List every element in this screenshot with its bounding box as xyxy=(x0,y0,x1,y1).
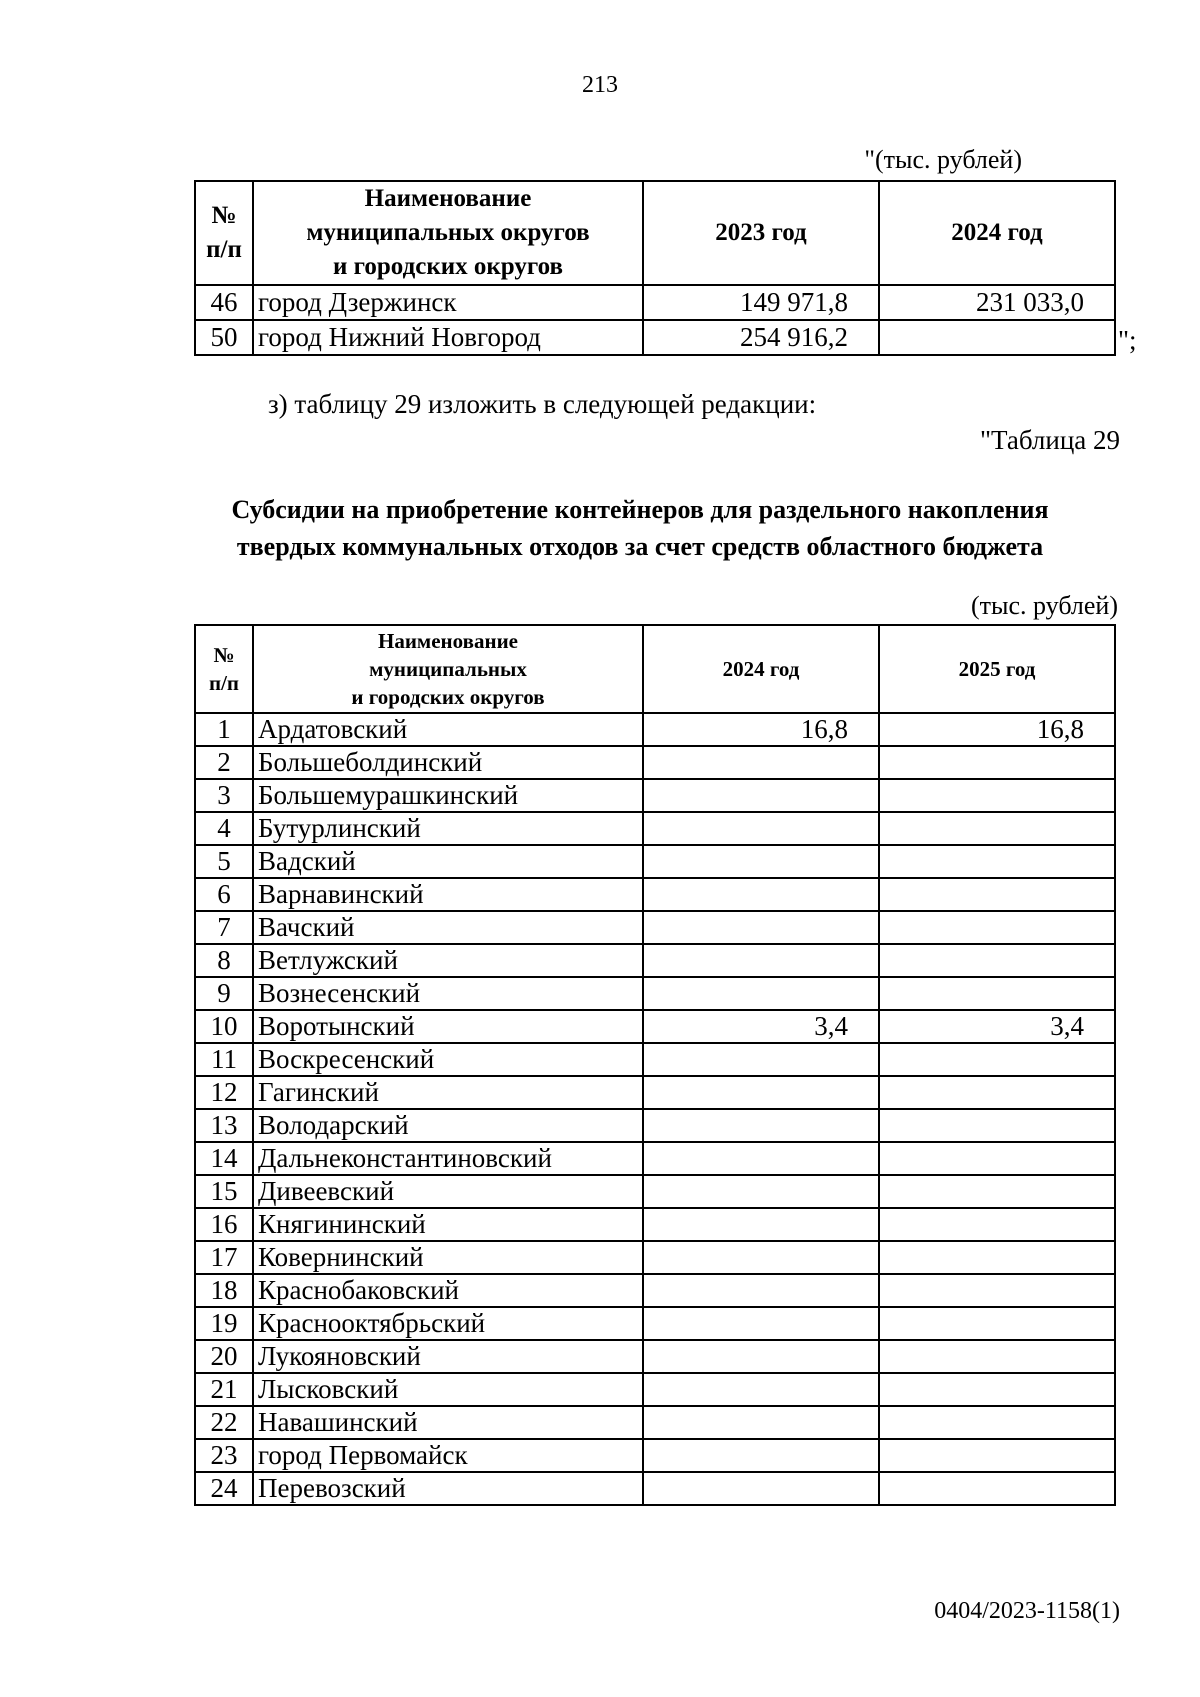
table-title-line: твердых коммунальных отходов за счет средств областного бюджета xyxy=(236,532,1044,561)
row-value-2025 xyxy=(879,977,1115,1010)
row-name: Лысковский xyxy=(253,1373,643,1406)
instruction-text: з) таблицу 29 изложить в следующей редакции: xyxy=(268,389,817,419)
row-value-2025 xyxy=(879,944,1115,977)
table-row xyxy=(195,1043,1115,1076)
row-num: 14 xyxy=(195,1142,253,1175)
row-name: Дальнеконстантиновский xyxy=(253,1142,643,1175)
row-value-2024 xyxy=(643,1307,879,1340)
closing-quote: "; xyxy=(1118,325,1137,355)
row-name: Перевозский xyxy=(253,1472,643,1505)
main-table-body xyxy=(195,713,1115,1505)
table-row xyxy=(195,1472,1115,1505)
row-num: 8 xyxy=(195,944,253,977)
table-row xyxy=(195,977,1115,1010)
row-num: 22 xyxy=(195,1406,253,1439)
row-value-2024 xyxy=(643,1208,879,1241)
table-row xyxy=(195,1010,1115,1043)
row-name: Большемурашкинский xyxy=(253,779,643,812)
row-value-2025 xyxy=(879,1439,1115,1472)
row-name: Воскресенский xyxy=(253,1043,643,1076)
row-name: город Дзержинск xyxy=(253,285,643,320)
row-value-2024 xyxy=(643,1439,879,1472)
row-value-2025 xyxy=(879,1373,1115,1406)
row-name: город Первомайск xyxy=(253,1439,643,1472)
row-value-2025 xyxy=(879,1241,1115,1274)
row-num: 20 xyxy=(195,1340,253,1373)
row-value-2025 xyxy=(879,845,1115,878)
row-name: Ковернинский xyxy=(253,1241,643,1274)
document-code: 0404/2023-1158(1) xyxy=(934,1598,1120,1624)
row-value-2025: 3,4 xyxy=(879,1010,1115,1043)
main-header-num-line: № xyxy=(213,643,235,667)
table-row xyxy=(195,1307,1115,1340)
row-value-2024 xyxy=(643,944,879,977)
prev-table-header-row xyxy=(195,181,1115,285)
row-value-2024 xyxy=(643,1175,879,1208)
row-value-2025 xyxy=(879,1472,1115,1505)
row-value-2024 xyxy=(643,1043,879,1076)
prev-header-year1: 2023 год xyxy=(643,181,879,285)
row-name: Вадский xyxy=(253,845,643,878)
row-num: 17 xyxy=(195,1241,253,1274)
row-value-2025 xyxy=(879,1043,1115,1076)
row-value-2024 xyxy=(643,1109,879,1142)
table-row xyxy=(195,1439,1115,1472)
row-name: Воротынский xyxy=(253,1010,643,1043)
prev-header-num-line: п/п xyxy=(206,236,242,263)
main-header-year1: 2024 год xyxy=(643,625,879,713)
row-value-2024 xyxy=(643,1406,879,1439)
row-num: 19 xyxy=(195,1307,253,1340)
table-row xyxy=(195,812,1115,845)
row-value-2024 xyxy=(643,1142,879,1175)
row-value-2024 xyxy=(643,779,879,812)
row-value-2024 xyxy=(643,1076,879,1109)
row-num: 1 xyxy=(195,713,253,746)
prev-table-unit: "(тыс. рублей) xyxy=(864,145,1022,174)
table-row xyxy=(195,713,1115,746)
table-row xyxy=(195,320,1115,355)
table-row xyxy=(195,1406,1115,1439)
row-num: 18 xyxy=(195,1274,253,1307)
row-name: город Нижний Новгород xyxy=(253,320,643,355)
main-table xyxy=(194,624,1116,1506)
prev-table xyxy=(194,180,1116,356)
row-value-2024 xyxy=(643,845,879,878)
table-label: "Таблица 29 xyxy=(980,425,1120,455)
row-value-2024: 16,8 xyxy=(643,713,879,746)
prev-header-name xyxy=(253,181,643,285)
table-row xyxy=(195,1142,1115,1175)
row-num: 16 xyxy=(195,1208,253,1241)
table-row xyxy=(195,911,1115,944)
table-row xyxy=(195,1241,1115,1274)
row-value-2025 xyxy=(879,779,1115,812)
table-row xyxy=(195,1076,1115,1109)
main-header-num-line: п/п xyxy=(208,671,240,695)
table-title-line: Субсидии на приобретение контейнеров для раздельного накопления xyxy=(231,495,1049,524)
row-value-2024: 3,4 xyxy=(643,1010,879,1043)
table-row xyxy=(195,944,1115,977)
main-table-header-row xyxy=(195,625,1115,713)
table-title xyxy=(140,491,1140,565)
row-num: 12 xyxy=(195,1076,253,1109)
row-num: 15 xyxy=(195,1175,253,1208)
row-name: Ардатовский xyxy=(253,713,643,746)
row-value-2023: 254 916,2 xyxy=(643,320,879,355)
row-name: Большеболдинский xyxy=(253,746,643,779)
row-value-2025 xyxy=(879,746,1115,779)
row-num: 5 xyxy=(195,845,253,878)
main-header-num xyxy=(195,625,253,713)
row-value-2024 xyxy=(643,878,879,911)
row-value-2025 xyxy=(879,812,1115,845)
row-num: 3 xyxy=(195,779,253,812)
table-row xyxy=(195,1175,1115,1208)
table-row xyxy=(195,1340,1115,1373)
row-value-2023: 149 971,8 xyxy=(643,285,879,320)
table-row xyxy=(195,1274,1115,1307)
row-value-2025 xyxy=(879,1175,1115,1208)
row-value-2024 xyxy=(643,1373,879,1406)
table-row xyxy=(195,878,1115,911)
row-num: 7 xyxy=(195,911,253,944)
row-name: Бутурлинский xyxy=(253,812,643,845)
row-value-2024 xyxy=(643,1472,879,1505)
prev-header-name-line: Наименование xyxy=(364,185,532,212)
main-header-name-line: и городских округов xyxy=(351,685,545,709)
row-value-2024 xyxy=(643,812,879,845)
row-value-2024: 231 033,0 xyxy=(879,285,1115,320)
row-num: 50 xyxy=(195,320,253,355)
row-num: 46 xyxy=(195,285,253,320)
row-num: 10 xyxy=(195,1010,253,1043)
row-name: Краснооктябрьский xyxy=(253,1307,643,1340)
row-num: 24 xyxy=(195,1472,253,1505)
row-name: Вознесенский xyxy=(253,977,643,1010)
row-value-2025 xyxy=(879,911,1115,944)
main-header-name-line: Наименование xyxy=(378,629,518,653)
row-value-2025 xyxy=(879,1307,1115,1340)
prev-header-year2: 2024 год xyxy=(879,181,1115,285)
row-name: Вачский xyxy=(253,911,643,944)
row-value-2025: 16,8 xyxy=(879,713,1115,746)
row-value-2024 xyxy=(643,977,879,1010)
table-row xyxy=(195,1373,1115,1406)
row-num: 13 xyxy=(195,1109,253,1142)
main-header-year2: 2025 год xyxy=(879,625,1115,713)
row-value-2025 xyxy=(879,1406,1115,1439)
table-row xyxy=(195,285,1115,320)
page-number: 213 xyxy=(582,72,618,98)
row-name: Володарский xyxy=(253,1109,643,1142)
table-row xyxy=(195,1208,1115,1241)
row-value-2025 xyxy=(879,1142,1115,1175)
row-num: 21 xyxy=(195,1373,253,1406)
row-value-2024 xyxy=(879,320,1115,355)
row-num: 6 xyxy=(195,878,253,911)
row-num: 11 xyxy=(195,1043,253,1076)
table-row xyxy=(195,1109,1115,1142)
row-name: Княгининский xyxy=(253,1208,643,1241)
prev-header-num-line: № xyxy=(211,202,237,229)
row-name: Навашинский xyxy=(253,1406,643,1439)
row-name: Гагинский xyxy=(253,1076,643,1109)
row-value-2024 xyxy=(643,1340,879,1373)
row-value-2025 xyxy=(879,1109,1115,1142)
prev-header-name-line: муниципальных округов xyxy=(306,219,590,246)
row-value-2025 xyxy=(879,1340,1115,1373)
prev-header-name-line: и городских округов xyxy=(333,253,563,280)
row-value-2024 xyxy=(643,1241,879,1274)
prev-header-num xyxy=(195,181,253,285)
row-value-2025 xyxy=(879,1274,1115,1307)
row-value-2025 xyxy=(879,1208,1115,1241)
row-name: Краснобаковский xyxy=(253,1274,643,1307)
row-name: Ветлужский xyxy=(253,944,643,977)
row-num: 9 xyxy=(195,977,253,1010)
main-header-name-line: муниципальных xyxy=(369,657,527,681)
row-num: 2 xyxy=(195,746,253,779)
row-num: 23 xyxy=(195,1439,253,1472)
row-value-2025 xyxy=(879,878,1115,911)
row-value-2024 xyxy=(643,1274,879,1307)
row-name: Лукояновский xyxy=(253,1340,643,1373)
row-num: 4 xyxy=(195,812,253,845)
table-row xyxy=(195,746,1115,779)
row-name: Варнавинский xyxy=(253,878,643,911)
row-name: Дивеевский xyxy=(253,1175,643,1208)
main-header-name xyxy=(253,625,643,713)
row-value-2024 xyxy=(643,911,879,944)
row-value-2025 xyxy=(879,1076,1115,1109)
main-table-unit: (тыс. рублей) xyxy=(970,591,1118,620)
row-value-2024 xyxy=(643,746,879,779)
table-row xyxy=(195,779,1115,812)
table-row xyxy=(195,845,1115,878)
